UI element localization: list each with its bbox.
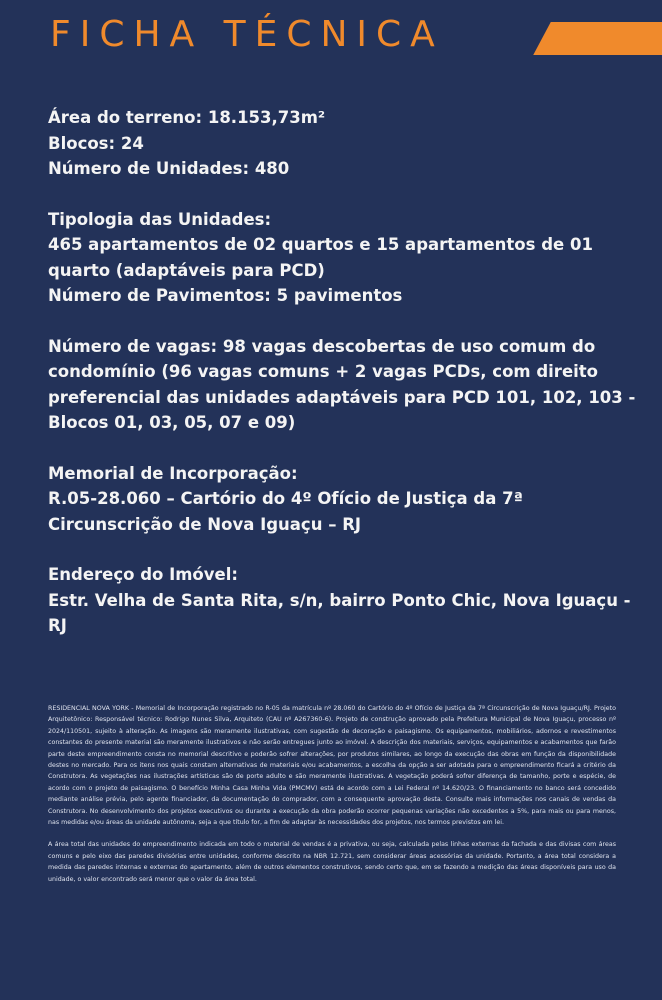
address-value: Estr. Velha de Santa Rita, s/n, bairro Ponto Chic, Nova Iguaçu - RJ: [48, 590, 631, 635]
memorial-label: Memorial de Incorporação:: [48, 463, 298, 483]
disclaimer-paragraph-1: RESIDENCIAL NOVA YORK - Memorial de Incorporação registrado no R-05 da matrícula nº 28.060 do Cartório do 4º Ofício de Justiça da 7ª Circunscrição de Nova Iguaçu/RJ. Projeto Arquitetônico: Responsável técnico: Rodrigo Nunes Silva, Arquiteto (CAU nº A267360-6). Projeto de construção aprovado pela Prefeitura Municipal de Nova Iguaçu, processo nº 2024/110501, sujeito à alteração. As imagens são meramente ilustrativas, com sugestão de decoração e paisagismo. Os equipamentos, mobiliários, adornos e revestimentos constantes do presente material são meramente ilustrativos e não serão entregues junto ao imóvel. A descrição dos materiais, serviços, equipamentos e acabamentos que farão parte deste empreendimento consta no memorial descritivo e poderão sofrer alterações, por produtos similares, ao longo da execução das obras em função da disponibilidade destes no mercado. Para os itens nos quais constam alternativas de materiais e/ou acabamentos, a escolha da opção a ser adotada para o empreendimento ficará a critério da Construtora. As vegetações nas ilustrações artísticas são de porte adulto e são meramente ilustrativas. A vegetação poderá sofrer diferença de tamanho, porte e espécie, de acordo com o projeto de paisagismo. O benefício Minha Casa Minha Vida (PMCMV) está de acordo com a Lei Federal nº 14.620/23. O financiamento no banco será concedido mediante análise prévia, pelo agente financiador, da documentação do comprador, com a consequente aprovação desta. Consulte mais informações nos canais de vendas da Construtora. No desenvolvimento dos projetos executivos ou durante a execução da obra poderão ocorrer pequenas variações não excedentes a 5%, para mais ou para menos, nas medidas e/ou áreas da unidade autônoma, seja a que título for, a fim de adaptar às necessidades dos projetos, nos termos previstos em lei.: [48, 705, 616, 827]
specs-section: [48, 105, 638, 664]
parking-block: [48, 334, 638, 436]
address-block: [48, 562, 638, 639]
units-count: Número de Unidades: 480: [48, 159, 290, 178]
blocks-count: Blocos: 24: [48, 133, 144, 153]
disclaimer-paragraph-2: A área total das unidades do empreendimento indicada em todo o material de vendas é a privativa, ou seja, calculada pelas linhas externas da fachada e das divisas com áreas comuns e pelo eixo das paredes divisórias entre unidades, conforme descrito na NBR 12.721, sem considerar áreas acessórias da unidade. Portanto, a área total considera a medida das paredes internas e externas do apartamento, além de outros elementos construtivos, sendo certo que, em se fazendo a medição das áreas disponíveis para uso da unidade, o valor encontrado será menor que o valor da área total.: [48, 841, 616, 883]
legal-disclaimer: [48, 703, 616, 896]
typology-label: Tipologia das Unidades:: [48, 209, 272, 229]
terrain-area: Área do terreno: 18.153,73m²: [48, 108, 326, 127]
parking-info: Número de vagas: 98 vagas descobertas de uso comum do condomínio (96 vagas comuns + 2 vagas PCDs, com direito preferencial das unidades adaptáveis para PCD 101, 102, 103 - Blocos 01, 03, 05, 07 e 09): [48, 336, 636, 432]
orange-accent-bar: [533, 22, 662, 55]
floors-count: Número de Pavimentos: 5 pavimentos: [48, 286, 403, 305]
memorial-value: R.05-28.060 – Cartório do 4º Ofício de Justiça da 7ª Circunscrição de Nova Iguaçu – RJ: [48, 489, 523, 534]
memorial-block: [48, 461, 638, 538]
typology-value: 465 apartamentos de 02 quartos e 15 apartamentos de 01 quarto (adaptáveis para PCD): [48, 235, 593, 280]
typology-block: [48, 207, 638, 309]
page-title: FICHA TÉCNICA: [50, 14, 444, 55]
general-info-block: [48, 105, 638, 182]
address-label: Endereço do Imóvel:: [48, 565, 238, 584]
